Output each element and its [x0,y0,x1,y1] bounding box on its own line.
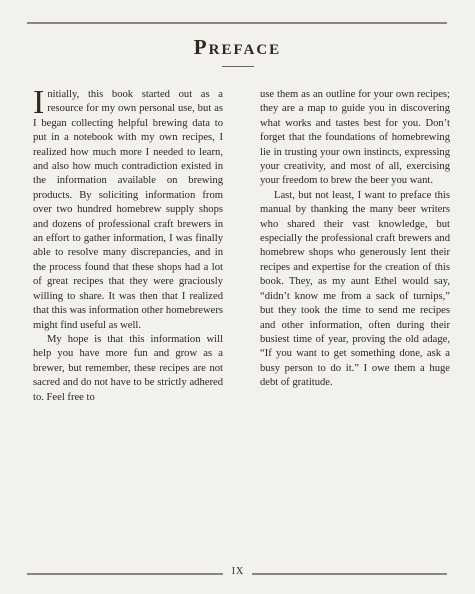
paragraph-1-text: nitially, this book started out as a resource for my own personal use, but as I began collecting helpful brewing data to put in a notebook with my own recipes, I realized how much more I needed to learn, and also how much contradiction existed in the information available on brewing products. By soliciting information from over two hundred homebrew supply shops and dozens of professional craft brewers in an effort to gather information, I was finally able to resolve many discrepancies, and in the process found that these shops had a lot of great recipes that they were graciously willing to share. It was then that I realized that this was information other homebrewers might find useful as well. [33,89,223,331]
paragraph-4: Last, but not least, I want to preface this manual by thanking the many beer writers who shared their vast knowledge, but especially the professional craft brewers and homebrew shops who generously lent their recipes and expertise for the creation of this book. They, as my aunt Ethel would say, “didn’t know me from a sack of turnips,” but they took the time to send me recipes and other information, often during their busiest time of year, proving the old adage, “If you want to get something done, ask a busy person to do it.” I owe them a huge debt of gratitude. [260,189,450,389]
top-rule [27,22,447,24]
paragraph-1 [33,84,223,333]
bottom-rule-right [252,573,447,575]
title-underline [222,66,254,67]
page-number: IX [231,566,245,577]
right-column [260,88,450,391]
paragraph-3: use them as an outline for your own recipes; they are a map to guide you in discovering what works and tastes best for you. Don’t forget that the foundations of homebrewing lie in trusting your own instincts, expressing your creativity, and most of all, exercising your freedom to brew the beer you want. [260,89,450,187]
paragraph-2: My hope is that this information will help you have more fun and grow as a brewer, but remember, these recipes are not sacred and do not have to be strictly adhered to. Feel free to [33,333,223,403]
page-title: Preface [193,35,282,59]
bottom-rule-left [27,573,223,575]
left-column [33,84,223,405]
drop-cap: I [33,84,45,121]
